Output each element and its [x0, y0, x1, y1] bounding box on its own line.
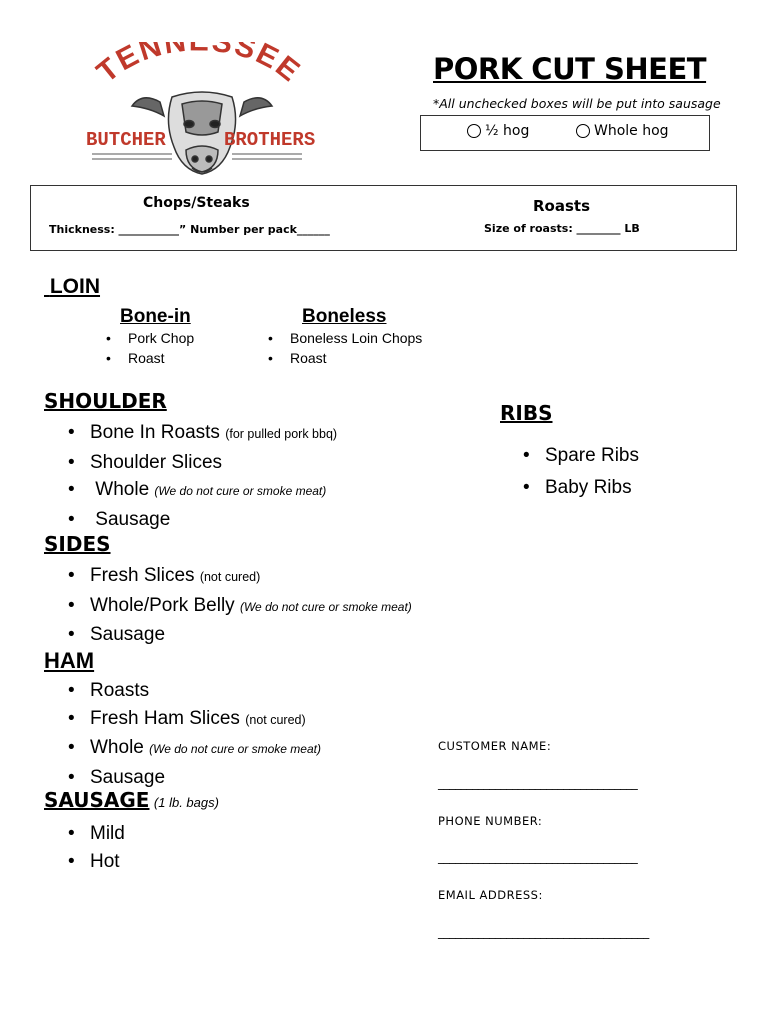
roasts-heading: Roasts	[533, 197, 591, 215]
sausage-heading: SAUSAGE (1 lb. bags)	[44, 788, 219, 812]
roast-size-field[interactable]: Size of roasts: ________ LB	[484, 222, 640, 235]
bone-in-list	[106, 329, 194, 368]
shoulder-list	[68, 419, 337, 533]
bone-in-heading: Bone-in	[120, 306, 191, 327]
chops-thickness-field[interactable]: Thickness: ___________” Number per pack______	[49, 223, 330, 236]
boneless-list	[268, 329, 422, 368]
loin-heading: LOIN	[49, 275, 101, 298]
list-item[interactable]: • Whole/Pork Belly (We do not cure or smoke meat)	[68, 592, 412, 622]
list-item[interactable]: • Bone In Roasts (for pulled pork bbq)	[68, 419, 337, 449]
cut-details-box	[30, 185, 737, 251]
chops-steaks-heading: Chops/Steaks	[143, 195, 250, 211]
phone-number-field[interactable]: ___________________________________	[438, 850, 638, 864]
customer-name-field[interactable]: ___________________________________	[438, 776, 638, 790]
hog-size-box	[420, 115, 710, 151]
list-item[interactable]: • Fresh Ham Slices (not cured)	[68, 705, 321, 735]
email-address-label: EMAIL ADDRESS:	[438, 888, 543, 902]
list-item[interactable]: • Whole (We do not cure or smoke meat)	[68, 476, 337, 506]
list-item[interactable]: • Sausage	[68, 506, 337, 534]
ribs-heading: RIBS	[500, 401, 553, 425]
svg-text:TENNESSEE: TENN SSEE	[90, 42, 308, 90]
boneless-heading: Boneless	[302, 306, 387, 327]
list-item[interactable]: • Fresh Slices (not cured)	[68, 562, 412, 592]
list-item[interactable]: • Spare Ribs	[523, 442, 639, 470]
list-item[interactable]: • Hot	[68, 848, 125, 876]
svg-text:BUTCHER: BUTCHER	[86, 129, 166, 151]
list-item[interactable]: • Roasts	[68, 677, 321, 705]
customer-name-label: CUSTOMER NAME:	[438, 739, 552, 753]
list-item[interactable]: • Baby Ribs	[523, 474, 639, 502]
page-title: PORK CUT SHEET	[433, 52, 707, 86]
list-item[interactable]: • Shoulder Slices	[68, 449, 337, 477]
list-item[interactable]: • Pork Chop	[106, 329, 194, 349]
whole-hog-radio-icon[interactable]	[576, 124, 590, 138]
shoulder-heading: SHOULDER	[44, 389, 167, 413]
half-hog-radio-icon[interactable]	[467, 124, 481, 138]
whole-hog-option[interactable]: Whole hog	[576, 123, 669, 139]
ham-list	[68, 677, 321, 791]
company-logo	[72, 42, 332, 182]
svg-text:BROTHERS: BROTHERS	[224, 129, 316, 151]
list-item[interactable]: • Roast	[106, 349, 194, 369]
list-item[interactable]: • Sausage	[68, 621, 412, 649]
sides-list	[68, 562, 412, 649]
ham-heading: HAM	[44, 648, 95, 673]
list-item[interactable]: • Boneless Loin Chops	[268, 329, 422, 349]
sausage-list	[68, 820, 125, 875]
list-item[interactable]: • Roast	[268, 349, 422, 369]
email-address-field[interactable]: _____________________________________	[438, 925, 649, 939]
bull-logo-icon	[72, 42, 332, 182]
sides-heading: SIDES	[44, 532, 111, 556]
ribs-list	[523, 442, 639, 501]
list-item[interactable]: • Whole (We do not cure or smoke meat)	[68, 734, 321, 764]
list-item[interactable]: • Sausage	[68, 764, 321, 792]
half-hog-option[interactable]: ½ hog	[467, 123, 529, 139]
list-item[interactable]: • Mild	[68, 820, 125, 848]
phone-number-label: PHONE NUMBER:	[438, 814, 543, 828]
sausage-note: *All unchecked boxes will be put into sausage	[433, 96, 721, 111]
